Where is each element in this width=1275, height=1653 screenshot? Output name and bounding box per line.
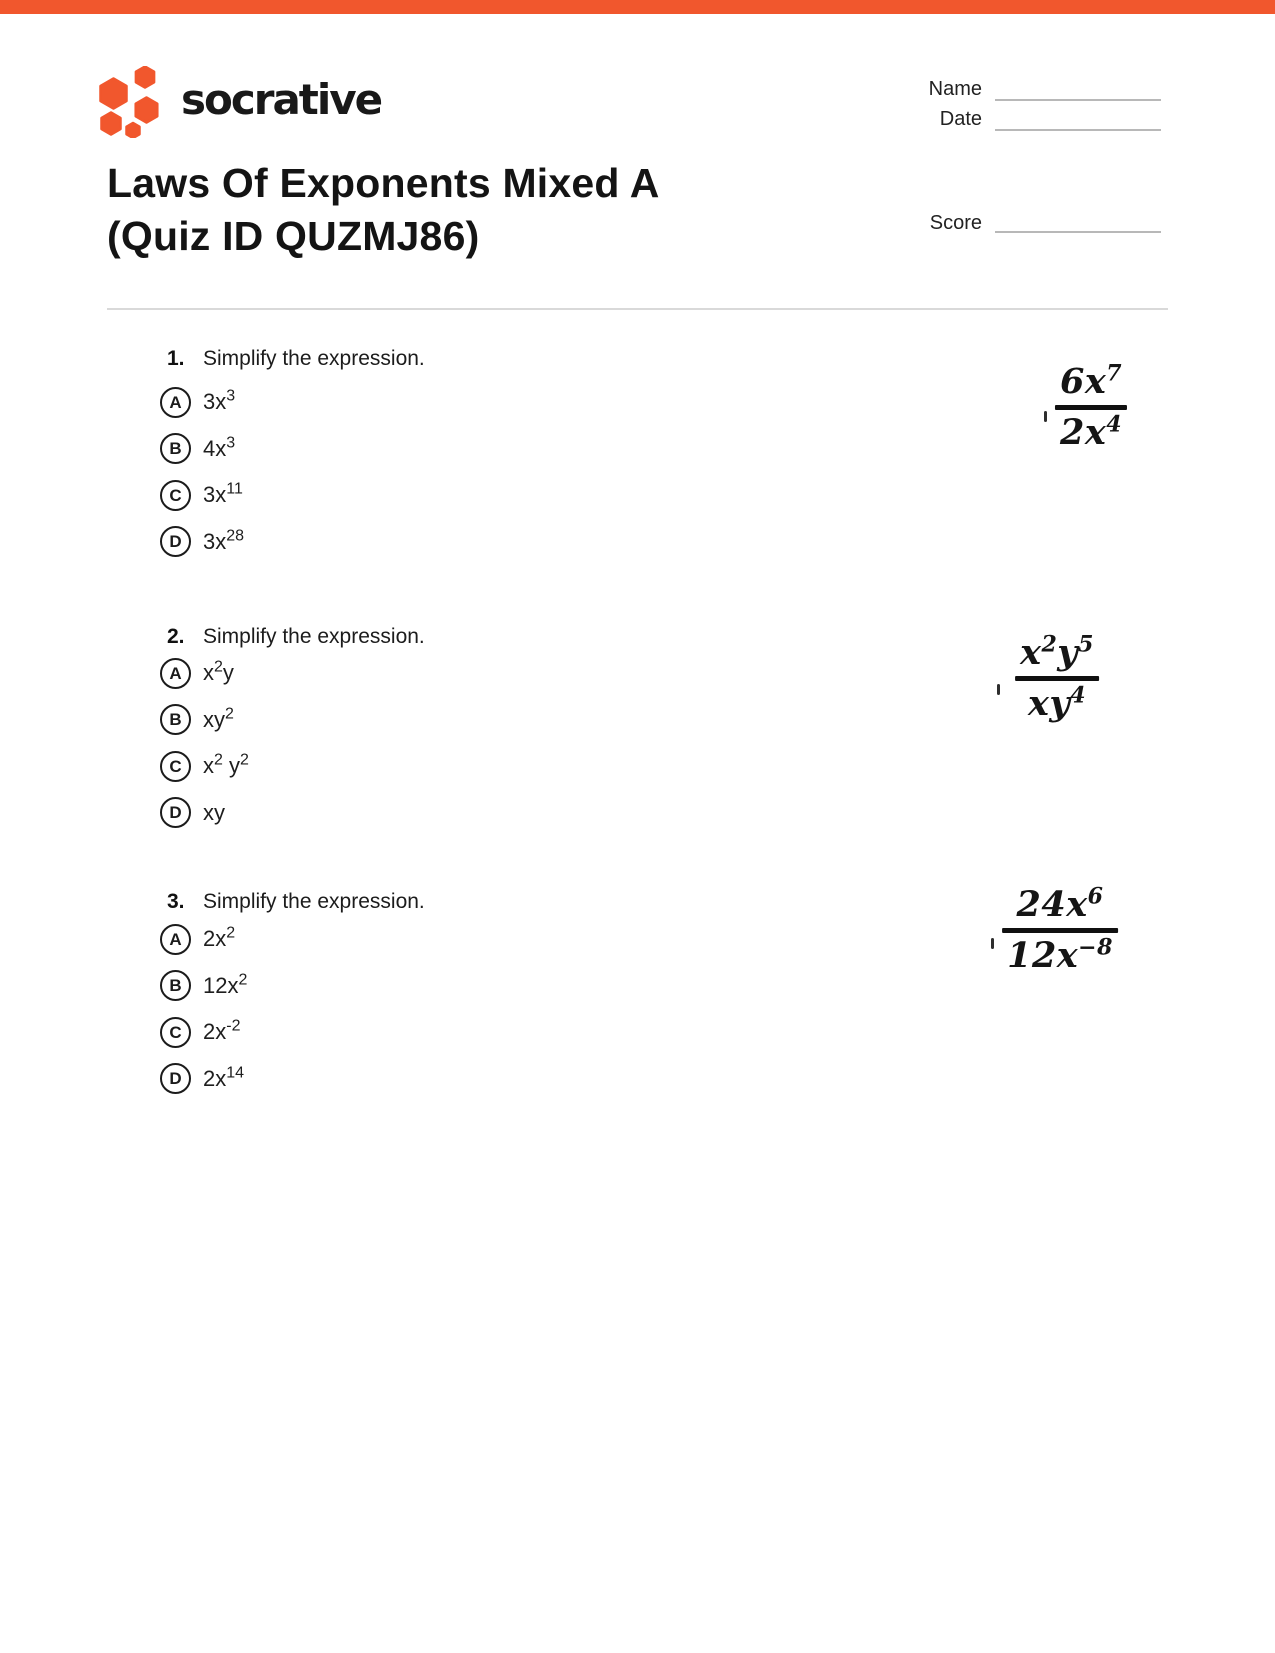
page-title-line2: (Quiz ID QUZMJ86) [107,213,480,259]
fraction-numerator: $x^2y^5$ [1020,631,1094,673]
option-expression: $x^2$ $y^2$ [203,751,249,778]
fraction-denominator: $2x^4$ [1059,410,1123,453]
page-title-line1: Laws Of Exponents Mixed A [107,160,660,206]
answer-option [160,749,249,783]
answer-option [160,525,244,559]
option-expression: xy [203,799,225,825]
question-prompt: Simplify the expression. [203,890,425,913]
option-letter: C [169,485,182,505]
option-letter: D [169,1069,182,1088]
question-expression-fraction [1002,884,1118,977]
score-label: Score [929,212,982,234]
option-letter-badge [160,526,191,557]
option-expression: $2x^{-2}$ [203,1017,241,1044]
option-letter-badge [160,924,191,955]
option-expression: $4x^3$ [203,434,236,461]
option-letter-badge [160,658,191,689]
option-letter-badge [160,480,191,511]
option-letter: C [169,756,182,776]
question-expression-fraction [1015,632,1099,725]
date-label: Date [939,108,982,130]
option-expression: $x^2y$ [203,658,234,685]
fraction-bar [1015,676,1099,681]
answer-option [160,432,235,466]
answer-option [160,1062,244,1096]
socrative-hexagons-icon [98,66,166,138]
option-letter: B [169,439,182,458]
question-number: 1. [167,347,185,370]
answer-option [160,1015,240,1049]
question-header [167,624,425,650]
name-label: Name [928,78,982,100]
option-expression: $2x^2$ [203,924,236,951]
fraction-numerator: $6x^7$ [1059,360,1123,402]
option-expression: $3x^{11}$ [203,480,243,507]
fraction-numerator: $24x^6$ [1016,883,1104,925]
answer-option [160,656,234,690]
brand-name: socrative [181,75,382,124]
stray-mark [1044,411,1047,422]
answer-option [160,796,225,830]
option-letter: A [169,392,182,412]
option-letter: D [169,532,182,551]
answer-option [160,478,243,512]
question-header [167,346,425,372]
header-divider [107,308,1168,310]
answer-option [160,969,247,1003]
option-expression: $12x^2$ [203,971,248,998]
option-letter: B [169,976,182,995]
option-letter-badge [160,1063,191,1094]
fraction-denominator: $12x^{-8}$ [1007,933,1113,976]
option-expression: $3x^{28}$ [203,527,245,554]
question-prompt: Simplify the expression. [203,347,425,370]
question-number: 3. [167,890,185,913]
question-prompt: Simplify the expression. [203,625,425,648]
option-letter: D [169,803,182,822]
stray-mark [991,938,994,949]
top-accent-bar [0,0,1275,14]
option-letter: A [169,663,182,683]
date-blank-line [995,129,1161,131]
answer-option [160,703,234,737]
answer-option [160,385,235,419]
option-expression: $xy^2$ [203,705,234,732]
fraction-bar [1055,405,1127,410]
fraction-denominator: $xy^4$ [1027,681,1087,724]
fraction-bar [1002,928,1118,933]
question-number: 2. [167,625,185,648]
option-expression: $3x^3$ [203,387,236,414]
option-letter-badge [160,433,191,464]
option-letter: A [169,929,182,949]
option-letter-badge [160,704,191,735]
option-letter-badge [160,751,191,782]
score-blank-line [995,231,1161,233]
option-expression: $2x^{14}$ [203,1064,245,1091]
page-title [107,157,660,263]
question-header [167,889,425,915]
answer-option [160,922,235,956]
option-letter-badge [160,797,191,828]
option-letter: C [169,1022,182,1042]
option-letter: B [169,710,182,729]
name-blank-line [995,99,1161,101]
question-expression-fraction [1055,361,1127,454]
option-letter-badge [160,387,191,418]
option-letter-badge [160,970,191,1001]
option-letter-badge [160,1017,191,1048]
stray-mark [997,684,1000,695]
